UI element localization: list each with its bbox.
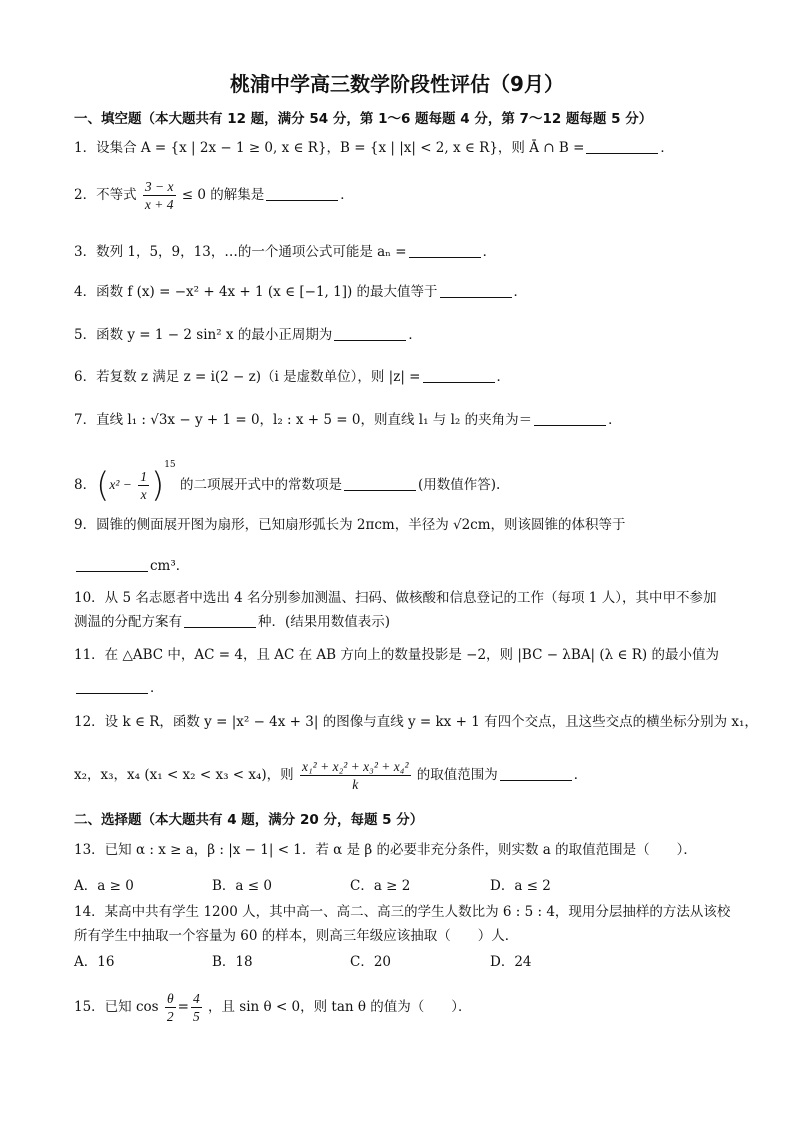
question-10-line2 bbox=[74, 612, 390, 632]
answer-blank bbox=[76, 557, 148, 572]
question-14 bbox=[74, 902, 730, 922]
question-8-suffix: 的二项展开式中的常数项是 bbox=[179, 477, 342, 493]
answer-blank bbox=[409, 243, 481, 258]
left-paren: ( bbox=[96, 465, 110, 506]
fraction bbox=[138, 468, 149, 503]
denominator: 5 bbox=[192, 1009, 200, 1024]
question-10 bbox=[74, 588, 716, 608]
answer-blank bbox=[586, 139, 658, 154]
question-15-suffix: ，且 sin θ < 0，则 tan θ 的值为（ ）． bbox=[208, 999, 472, 1015]
option-c[interactable]: C．a ≥ 2 bbox=[350, 878, 411, 894]
question-10-line2b: 种．(结果用数值表示) bbox=[258, 614, 391, 630]
question-10-line1: 10．从 5 名志愿者中选出 4 名分别参加测温、扫码、做核酸和信息登记的工作（每项 1 人），其中甲不参加 bbox=[74, 590, 717, 606]
option-b[interactable]: B．a ≤ 0 bbox=[212, 878, 272, 894]
numerator: θ bbox=[165, 990, 176, 1008]
denominator: k bbox=[352, 777, 359, 792]
question-12-line1: 12．设 k ∈ R，函数 y = |x² − 4x + 3| 的图像与直线 y = kx + 1 有四个交点，且这些交点的横坐标分别为 x₁， bbox=[74, 714, 758, 730]
question-14-line2: 所有学生中抽取一个容量为 60 的样本，则高三年级应该抽取（ ）人． bbox=[74, 928, 519, 944]
question-12-line2: x₂，x₃，x₄ (x₁ < x₂ < x₃ < x₄)，则 $\frac{\text{x₁² + x₂² + x₃² + x₄²}}{k}$ 的取值范围为 ． bbox=[74, 759, 588, 792]
answer-blank bbox=[534, 411, 606, 426]
question-5-text: 5．函数 y = 1 − 2 sin² x 的最小正周期为 bbox=[74, 327, 333, 343]
question-8-prefix: 8． bbox=[74, 477, 97, 493]
right-paren: ) bbox=[150, 465, 165, 506]
option-a[interactable]: A．16 bbox=[74, 954, 115, 970]
numerator: 3 − x bbox=[144, 179, 174, 194]
denominator: 2 bbox=[166, 1009, 174, 1024]
answer-blank bbox=[440, 283, 512, 298]
denominator: x + 4 bbox=[144, 197, 174, 212]
answer-blank bbox=[266, 186, 338, 201]
question-10-line2a: 测温的分配方案有 bbox=[74, 614, 182, 630]
question-1: 1．设集合 A = {x | 2x − 1 ≥ 0, x ∈ R}，B = {x | |x| < 2, x ∈ R}，则 Ā ∩ B = ． bbox=[74, 140, 674, 156]
question-3-text: 3．数列 1，5，9，13，…的一个通项公式可能是 aₙ = bbox=[74, 244, 407, 260]
answer-blank bbox=[184, 613, 256, 628]
numerator: 1 bbox=[140, 469, 147, 484]
question-12 bbox=[74, 712, 758, 732]
question-15 bbox=[74, 990, 472, 1025]
denominator: x bbox=[140, 487, 147, 502]
answer-blank bbox=[76, 679, 148, 694]
question-7: 7．直线 l₁ : √3x − y + 1 = 0，l₂ : x + 5 = 0，则直线 l₁ 与 l₂ 的夹角为＝ ． bbox=[74, 412, 622, 428]
page-title: 桃浦中学高三数学阶段性评估（9月） bbox=[230, 72, 564, 96]
question-12-line2a: x₂，x₃，x₄ (x₁ < x₂ < x₃ < x₄)，则 bbox=[74, 767, 294, 783]
answer-blank bbox=[344, 476, 416, 491]
option-d[interactable]: D．24 bbox=[490, 954, 532, 970]
question-2: 2．不等式 $\frac{3 - x}{x + 4}$ ≤ 0 的解集是 ． bbox=[74, 179, 354, 212]
question-8 bbox=[74, 455, 501, 506]
question-1-text: 1．设集合 A = {x | 2x − 1 ≥ 0, x ∈ R}，B = {x | |x| < 2, x ∈ R}，则 Ā ∩ B = bbox=[74, 140, 585, 156]
question-5: 5．函数 y = 1 − 2 sin² x 的最小正周期为 ． bbox=[74, 327, 422, 343]
numerator: 4 bbox=[192, 991, 200, 1006]
exponent: 15 bbox=[164, 460, 176, 470]
question-6: 6．若复数 z 满足 z = i(2 − z)（i 是虚数单位），则 |z| = ． bbox=[74, 369, 510, 385]
question-11-line2: ． bbox=[74, 678, 164, 698]
answer-blank bbox=[500, 766, 572, 781]
question-2-suffix: ≤ 0 的解集是 bbox=[181, 187, 265, 203]
option-c[interactable]: C．20 bbox=[350, 954, 392, 970]
question-9-line2 bbox=[74, 556, 189, 576]
question-6-text: 6．若复数 z 满足 z = i(2 − z)（i 是虚数单位），则 |z| = bbox=[74, 369, 421, 385]
fraction bbox=[300, 758, 411, 793]
option-b[interactable]: B．18 bbox=[212, 954, 253, 970]
question-4-text: 4．函数 f (x) = −x² + 4x + 1 (x ∈ [−1, 1]) 的最大值等于 bbox=[74, 284, 438, 300]
answer-blank bbox=[334, 326, 406, 341]
question-2-prefix: 2．不等式 bbox=[74, 187, 137, 203]
question-3: 3．数列 1，5，9，13，…的一个通项公式可能是 aₙ = ． bbox=[74, 244, 497, 260]
binomial-expr: x² − bbox=[109, 477, 132, 492]
section-2-heading: 二、选择题（本大题共有 4 题，满分 20 分，每题 5 分） bbox=[74, 812, 424, 828]
question-15-prefix: 15．已知 cos bbox=[74, 999, 159, 1015]
fraction bbox=[143, 178, 176, 213]
question-4: 4．函数 f (x) = −x² + 4x + 1 (x ∈ [−1, 1]) 的最大值等于 ． bbox=[74, 284, 528, 300]
fraction bbox=[165, 990, 176, 1025]
question-9 bbox=[74, 515, 626, 535]
question-9-line1: 9．圆锥的侧面展开图为扇形，已知扇形弧长为 2πcm，半径为 √2cm，则该圆锥的体积等于 bbox=[74, 517, 626, 533]
question-14-line2 bbox=[74, 926, 518, 946]
question-14-line1: 14．某高中共有学生 1200 人，其中高一、高二、高三的学生人数比为 6 : 5 : 4，现用分层抽样的方法从该校 bbox=[74, 904, 731, 920]
question-12-line2b: 的取值范围为 bbox=[416, 767, 498, 783]
option-d[interactable]: D．a ≤ 2 bbox=[490, 878, 551, 894]
equals-sign: = bbox=[177, 999, 189, 1015]
question-11 bbox=[74, 645, 719, 665]
question-8-tail: (用数值作答). bbox=[417, 477, 501, 493]
numerator: x₁² + x₂² + x₃² + x₄² bbox=[301, 759, 409, 774]
question-7-text: 7．直线 l₁ : √3x − y + 1 = 0，l₂ : x + 5 = 0，则直线 l₁ 与 l₂ 的夹角为＝ bbox=[74, 412, 533, 428]
question-13-text: 13．已知 α : x ≥ a，β : |x − 1| < 1．若 α 是 β 的必要非充分条件，则实数 a 的取值范围是（ ）． bbox=[74, 842, 697, 858]
question-11-line1: 11．在 △ABC 中，AC = 4，且 AC 在 AB 方向上的数量投影是 −2，则 |BC − λBA| (λ ∈ R) 的最小值为 bbox=[74, 647, 719, 663]
section-1-heading: 一、填空题（本大题共有 12 题，满分 54 分，第 1～6 题每题 4 分，第 7～12 题每题 5 分） bbox=[74, 111, 653, 127]
question-13 bbox=[74, 840, 697, 860]
answer-blank bbox=[423, 368, 495, 383]
fraction bbox=[191, 990, 202, 1025]
question-9-unit: cm³． bbox=[150, 558, 190, 574]
option-a[interactable]: A．a ≥ 0 bbox=[74, 878, 134, 894]
